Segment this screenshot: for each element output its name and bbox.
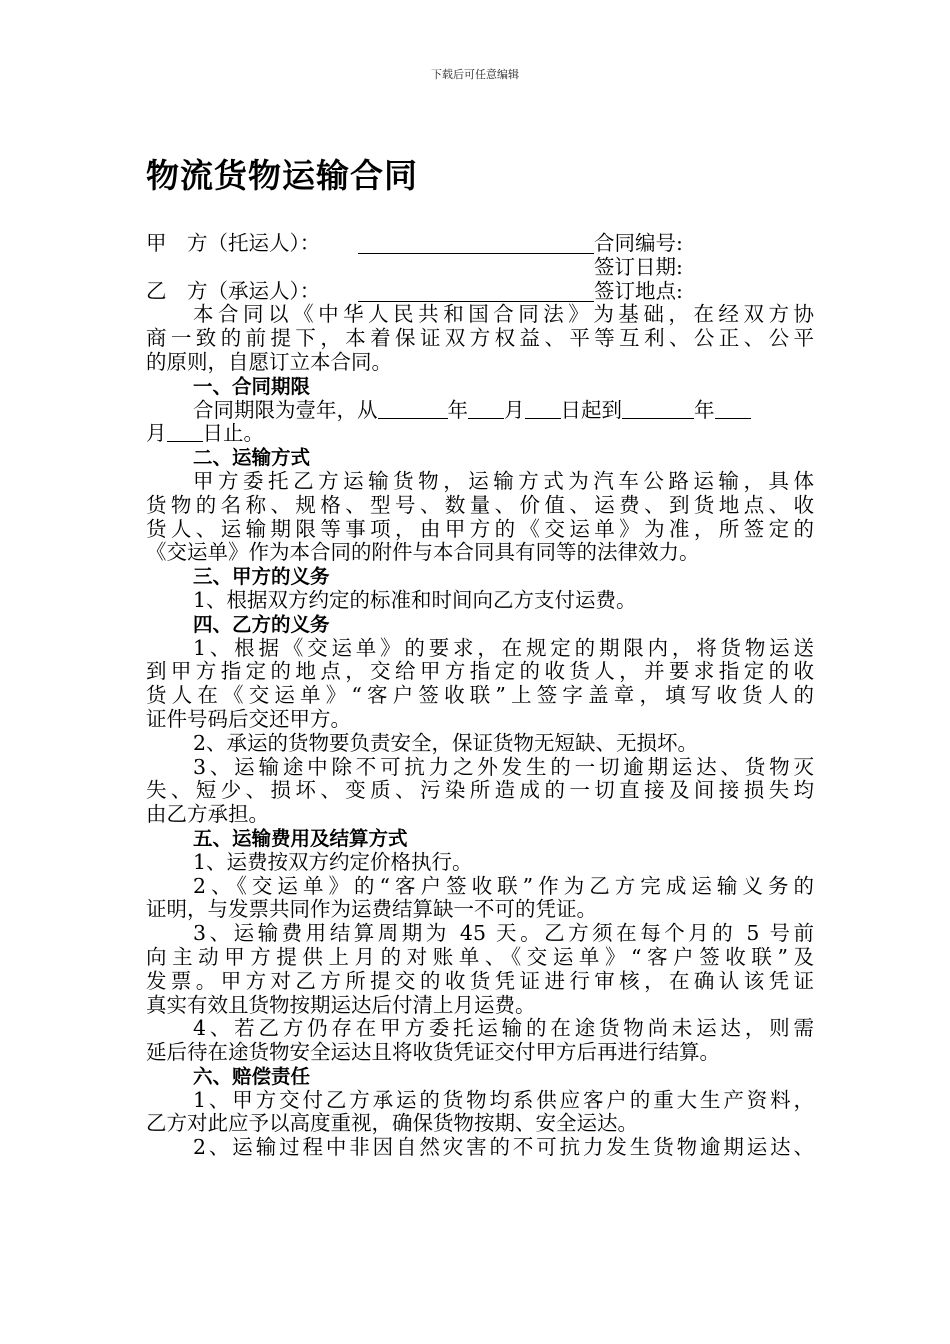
section-heading-party-a-duty: 三、甲方的义务 <box>193 565 330 589</box>
paragraph-line: 证件号码后交还甲方。 <box>146 706 351 731</box>
term-text: 日起到 <box>560 397 622 422</box>
paragraph-line: 2、承运的货物要负责安全，保证货物无短缺、无损坏。 <box>193 730 699 755</box>
intro-line: 本合同以《中华人民共和国合同法》为基础，在经双方协 <box>193 302 814 327</box>
paragraph-line: 乙方对此应予以高度重视，确保货物按期、安全运达。 <box>146 1111 638 1136</box>
contract-no-label: 合同编号: <box>594 231 683 255</box>
term-text: 月 <box>146 421 167 446</box>
paragraph-line: 货人、运输期限等事项，由甲方的《交运单》为准，所签定的 <box>146 516 814 541</box>
term-text: 日止。 <box>202 421 264 446</box>
end-day-blank[interactable] <box>167 423 203 442</box>
paragraph-line: 真实有效且货物按期运达后付清上月运费。 <box>146 992 536 1017</box>
contract-body <box>146 232 814 1160</box>
paragraph-line: 1、根据《交运单》的要求，在规定的期限内，将货物运送 <box>193 635 814 660</box>
paragraph-line: 1、运费按双方约定价格执行。 <box>193 849 473 874</box>
paragraph-line: 到甲方指定的地点，交给甲方指定的收货人，并要求指定的收 <box>146 659 814 684</box>
header-note: 下载后可任意编辑 <box>431 68 519 81</box>
paragraph-line: 由乙方承担。 <box>146 802 269 827</box>
section-heading-party-b-duty: 四、乙方的义务 <box>193 612 330 636</box>
paragraph-line: 发票。甲方对乙方所提交的收货凭证进行审核，在确认该凭证 <box>146 968 814 993</box>
term-line-1 <box>146 399 814 423</box>
term-text: 合同期限为壹年，从 <box>193 397 378 422</box>
paragraph-line: 向主动甲方提供上月的对账单、《交运单》“客户签收联”及 <box>146 944 814 969</box>
term-text: 年 <box>447 397 468 422</box>
paragraph-line: 失、短少、损坏、变质、污染所造成的一切直接及间接损失均 <box>146 778 814 803</box>
intro-line: 商一致的前提下，本着保证双方权益、平等互利、公正、公平 <box>146 326 814 351</box>
end-year-blank[interactable] <box>622 400 694 419</box>
section-heading-transport: 二、运输方式 <box>193 446 311 470</box>
sign-date-row <box>146 256 814 280</box>
term-text: 年 <box>694 397 715 422</box>
start-month-blank[interactable] <box>468 400 504 419</box>
term-line-2 <box>146 422 814 446</box>
party-a-row <box>146 232 814 256</box>
paragraph-line: 4、若乙方仍存在甲方委托运输的在途货物尚未运达，则需 <box>193 1016 814 1041</box>
party-b-blank[interactable] <box>358 283 594 302</box>
paragraph-line: 甲方委托乙方运输货物，运输方式为汽车公路运输，具体 <box>193 468 814 493</box>
term-text: 月 <box>504 397 525 422</box>
start-day-blank[interactable] <box>525 400 561 419</box>
end-month-blank[interactable] <box>715 400 751 419</box>
party-a-blank[interactable] <box>358 235 594 254</box>
paragraph-line: 货物的名称、规格、型号、数量、价值、运费、到货地点、收 <box>146 492 814 517</box>
section-heading-term: 一、合同期限 <box>193 374 311 398</box>
paragraph-line: 延后待在途货物安全运达且将收货凭证交付甲方后再进行结算。 <box>146 1040 720 1065</box>
paragraph-line: 1、甲方交付乙方承运的货物均系供应客户的重大生产资料， <box>193 1087 814 1112</box>
paragraph-line: 证明，与发票共同作为运费结算缺一不可的凭证。 <box>146 897 597 922</box>
intro-line: 的原则，自愿订立本合同。 <box>146 349 392 374</box>
paragraph-line: 《交运单》作为本合同的附件与本合同具有同等的法律效力。 <box>146 540 700 565</box>
paragraph-line: 2、《交运单》的“客户签收联”作为乙方完成运输义务的 <box>193 873 814 898</box>
paragraph-line: 1、根据双方约定的标准和时间向乙方支付运费。 <box>193 587 637 612</box>
start-year-blank[interactable] <box>378 400 448 419</box>
sign-place-label: 签订地点: <box>594 278 683 303</box>
section-heading-fees: 五、运输费用及结算方式 <box>193 826 408 850</box>
paragraph-line: 3、运输费用结算周期为 45 天。乙方须在每个月的 5 号前 <box>193 921 814 946</box>
paragraph-line: 3、运输途中除不可抗力之外发生的一切逾期运达、货物灭 <box>193 754 814 779</box>
section-heading-liability: 六、赔偿责任 <box>193 1064 311 1088</box>
party-a-label: 甲 方（托运人）： <box>146 231 321 255</box>
paragraph-line: 2、运输过程中非因自然灾害的不可抗力发生货物逾期运达、 <box>193 1135 814 1160</box>
paragraph-line: 货人在《交运单》“客户签收联”上签字盖章，填写收货人的 <box>146 683 814 708</box>
party-b-label: 乙 方（承运人）： <box>146 278 321 303</box>
document-title: 物流货物运输合同 <box>146 156 418 195</box>
sign-date-label: 签订日期: <box>594 254 683 279</box>
party-b-row <box>146 280 814 304</box>
